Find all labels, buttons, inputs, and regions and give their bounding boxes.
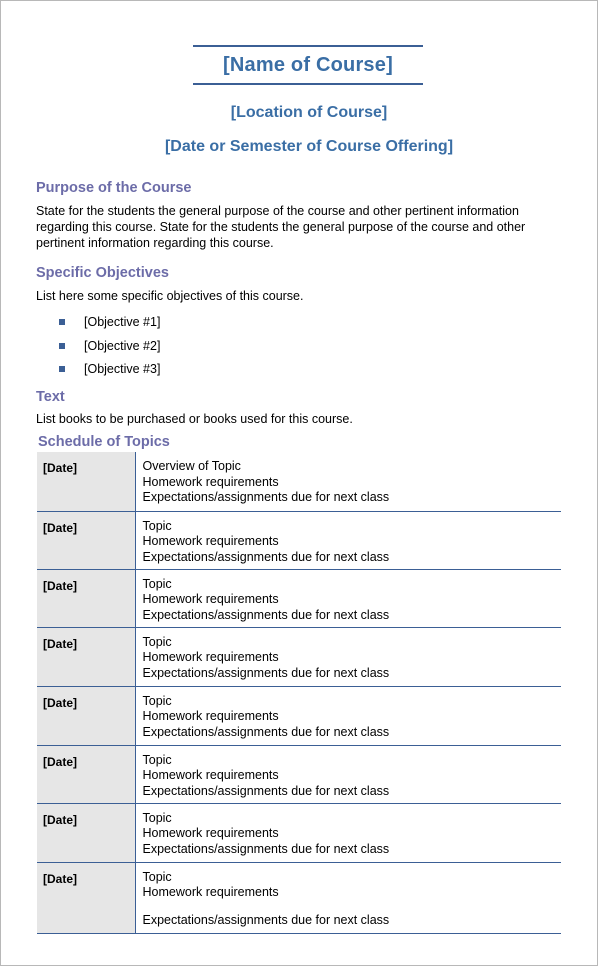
schedule-heading: Schedule of Topics: [38, 434, 170, 450]
homework-text: Homework requirements: [142, 474, 279, 489]
table-row: [37, 862, 561, 933]
date-cell[interactable]: [Date]: [37, 452, 135, 511]
date-cell[interactable]: [Date]: [37, 803, 135, 862]
topic-text: Topic: [142, 869, 172, 884]
blank-line: [143, 901, 562, 913]
table-row: [37, 803, 561, 862]
course-name[interactable]: [Name of Course]: [223, 54, 393, 76]
homework-text: Homework requirements: [142, 709, 279, 723]
objective-label: [Objective #2]: [84, 338, 161, 353]
table-row: [37, 569, 561, 627]
expectations-text: Expectations/assignments due for next class: [142, 841, 390, 856]
date-cell[interactable]: [Date]: [37, 511, 135, 569]
expectations-text: Expectations/assignments due for next class: [142, 783, 390, 798]
topic-text: Topic: [142, 752, 172, 767]
schedule-table: [37, 452, 561, 934]
course-title-block: [193, 45, 423, 85]
topic-cell[interactable]: [135, 686, 561, 745]
topic-cell[interactable]: [135, 569, 561, 627]
square-bullet-icon: [59, 366, 65, 372]
expectations-text: Expectations/assignments due for next class: [142, 490, 390, 504]
square-bullet-icon: [59, 343, 65, 349]
homework-text: Homework requirements: [142, 768, 279, 782]
topic-text: Topic: [142, 634, 172, 649]
square-bullet-icon: [59, 319, 65, 325]
date-cell[interactable]: [Date]: [37, 745, 135, 803]
topic-text: Topic: [142, 518, 172, 533]
date-cell[interactable]: [Date]: [37, 569, 135, 627]
objectives-list: [59, 314, 160, 385]
text-heading: Text: [36, 389, 65, 405]
list-item[interactable]: [59, 314, 160, 338]
topic-cell[interactable]: [135, 452, 561, 511]
list-item[interactable]: [59, 338, 160, 362]
topic-cell[interactable]: [135, 862, 561, 933]
objectives-intro[interactable]: List here some specific objectives of this course.: [36, 289, 304, 303]
date-cell[interactable]: [Date]: [37, 862, 135, 933]
topic-text: Topic: [142, 576, 172, 591]
purpose-body[interactable]: [36, 203, 566, 251]
homework-text: Homework requirements: [142, 650, 279, 664]
course-date[interactable]: [Date or Semester of Course Offering]: [164, 138, 454, 155]
date-cell[interactable]: [Date]: [37, 686, 135, 745]
topic-text: Topic: [142, 810, 172, 825]
topic-cell[interactable]: [135, 745, 561, 803]
topic-cell[interactable]: [135, 511, 561, 569]
topic-cell[interactable]: [135, 803, 561, 862]
course-location[interactable]: [Location of Course]: [230, 104, 388, 121]
expectations-text: Expectations/assignments due for next class: [142, 912, 390, 927]
purpose-line: State for the students the general purpose of the course and other pertinent information: [36, 204, 519, 218]
homework-text: Homework requirements: [142, 534, 279, 548]
expectations-text: Expectations/assignments due for next class: [142, 549, 390, 564]
objectives-heading: Specific Objectives: [36, 265, 169, 281]
purpose-line: pertinent information regarding this course.: [36, 236, 274, 250]
purpose-heading: Purpose of the Course: [36, 180, 192, 196]
expectations-text: Expectations/assignments due for next class: [142, 665, 390, 680]
homework-text: Homework requirements: [142, 826, 279, 840]
topic-text: Topic: [142, 693, 172, 708]
topic-cell[interactable]: [135, 627, 561, 686]
text-body[interactable]: List books to be purchased or books used for this course.: [36, 412, 353, 426]
objective-label: [Objective #1]: [84, 315, 161, 329]
date-cell[interactable]: [Date]: [37, 627, 135, 686]
objective-label: [Objective #3]: [84, 362, 161, 376]
table-row: [37, 511, 561, 569]
topic-text: Overview of Topic: [142, 459, 241, 473]
table-row: [37, 745, 561, 803]
homework-text: Homework requirements: [142, 885, 279, 899]
purpose-line: regarding this course. State for the students the general purpose of the course and other: [36, 220, 526, 234]
expectations-text: Expectations/assignments due for next class: [142, 607, 390, 622]
homework-text: Homework requirements: [142, 592, 279, 606]
table-row: [37, 686, 561, 745]
expectations-text: Expectations/assignments due for next class: [142, 724, 390, 739]
list-item[interactable]: [59, 361, 160, 385]
table-row: [37, 452, 561, 511]
table-row: [37, 627, 561, 686]
